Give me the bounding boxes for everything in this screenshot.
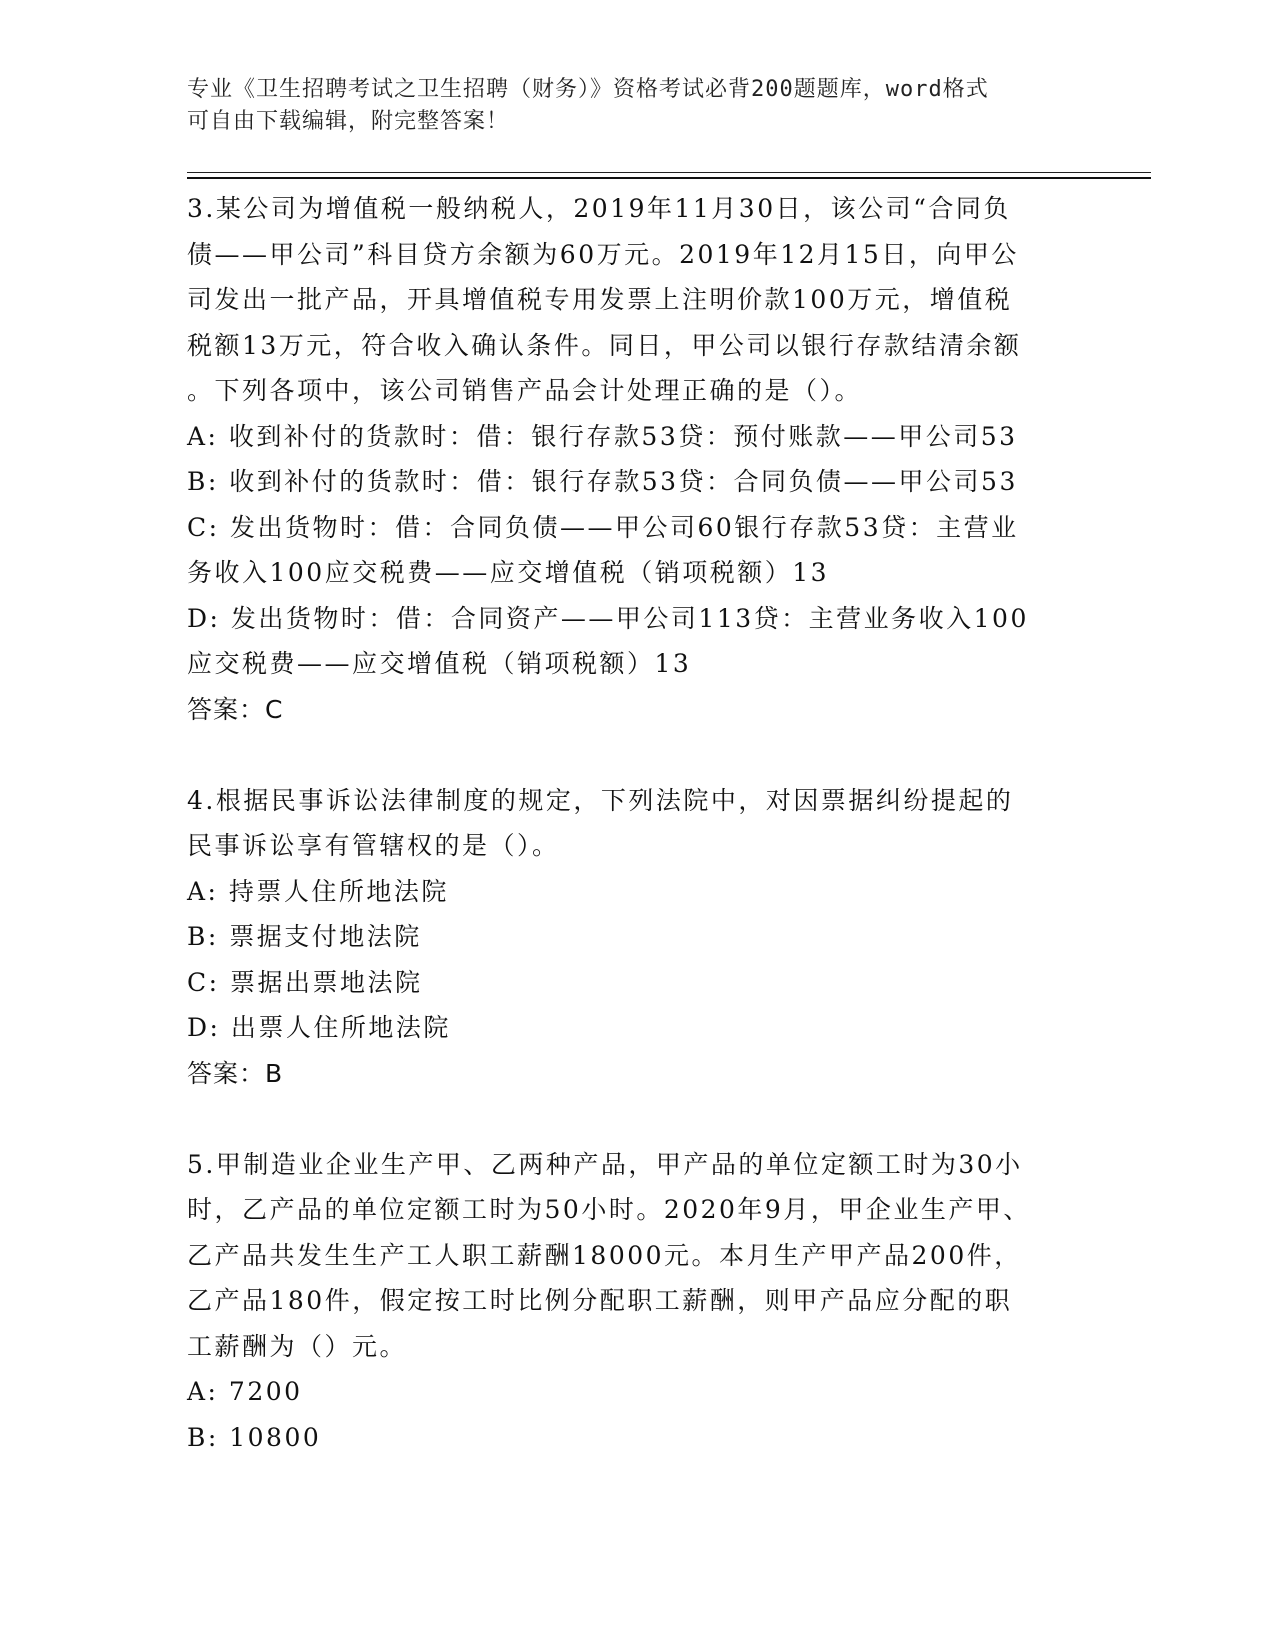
option-d-continued: 应交税费——应交增值税（销项税额）13 [187,649,692,678]
header-title-line-1: 专业《卫生招聘考试之卫生招聘（财务）》资格考试必背200题题库，word格式 [187,77,989,102]
option-c: C: 发出货物时：借：合同负债——甲公司60银行存款53贷：主营业 [187,512,1019,542]
question-stem-line: 债——甲公司”科目贷方余额为60万元。2019年12月15日，向甲公 [187,239,1019,269]
option-d: D: 发出货物时：借：合同资产——甲公司113贷：主营业务收入100 [187,603,1029,633]
option-b: B: 收到补付的货款时：借：银行存款53贷：合同负债——甲公司53 [187,467,1018,496]
question-stem-line: 4.根据民事诉讼法律制度的规定，下列法院中，对因票据纠纷提起的 [187,785,1014,815]
question-5 [187,1142,1067,1461]
question-spacer [187,732,1067,778]
header-divider-thick [187,177,1151,179]
option-a: A: 收到补付的货款时：借：银行存款53贷：预付账款——甲公司53 [187,421,1018,451]
question-stem-line: 乙产品180件，假定按工时比例分配职工薪酬，则甲产品应分配的职 [187,1286,1013,1315]
question-stem-line: 时，乙产品的单位定额工时为50小时。2020年9月，甲企业生产甲、 [187,1195,1031,1224]
question-stem-line: 3.某公司为增值税一般纳税人，2019年11月30日，该公司“合同负 [187,194,1011,223]
document-header [187,74,1067,138]
question-3 [187,186,1067,732]
option-a: A: 7200 [187,1377,303,1406]
question-stem-line: 税额13万元，符合收入确认条件。同日，甲公司以银行存款结清余额 [187,330,1022,360]
question-stem-line: 乙产品共发生生产工人职工薪酬18000元。本月生产甲产品200件， [187,1240,1022,1270]
option-a: A: 持票人住所地法院 [187,876,449,906]
question-stem-line: 5.甲制造业企业生产甲、乙两种产品，甲产品的单位定额工时为30小 [187,1149,1023,1179]
option-c: C: 票据出票地法院 [187,967,423,997]
header-divider-thin [187,172,1151,173]
option-c-continued: 务收入100应交税费——应交增值税（销项税额）13 [187,558,830,587]
answer-label: 答案：C [187,694,284,724]
answer-label: 答案：B [187,1058,284,1088]
option-d: D: 出票人住所地法院 [187,1013,451,1042]
option-b: B: 10800 [187,1422,322,1452]
question-4 [187,778,1067,1097]
header-title-line-2: 可自由下载编辑，附完整答案！ [187,109,510,134]
option-b: B: 票据支付地法院 [187,922,422,951]
question-spacer [187,1096,1067,1142]
question-stem-line: 司发出一批产品，开具增值税专用发票上注明价款100万元，增值税 [187,285,1013,314]
question-stem-line: 民事诉讼享有管辖权的是（）。 [187,831,560,860]
question-stem-line: 。下列各项中，该公司销售产品会计处理正确的是（）。 [187,376,863,405]
question-stem-line: 工薪酬为（）元。 [187,1331,408,1361]
question-list [187,186,1067,1460]
